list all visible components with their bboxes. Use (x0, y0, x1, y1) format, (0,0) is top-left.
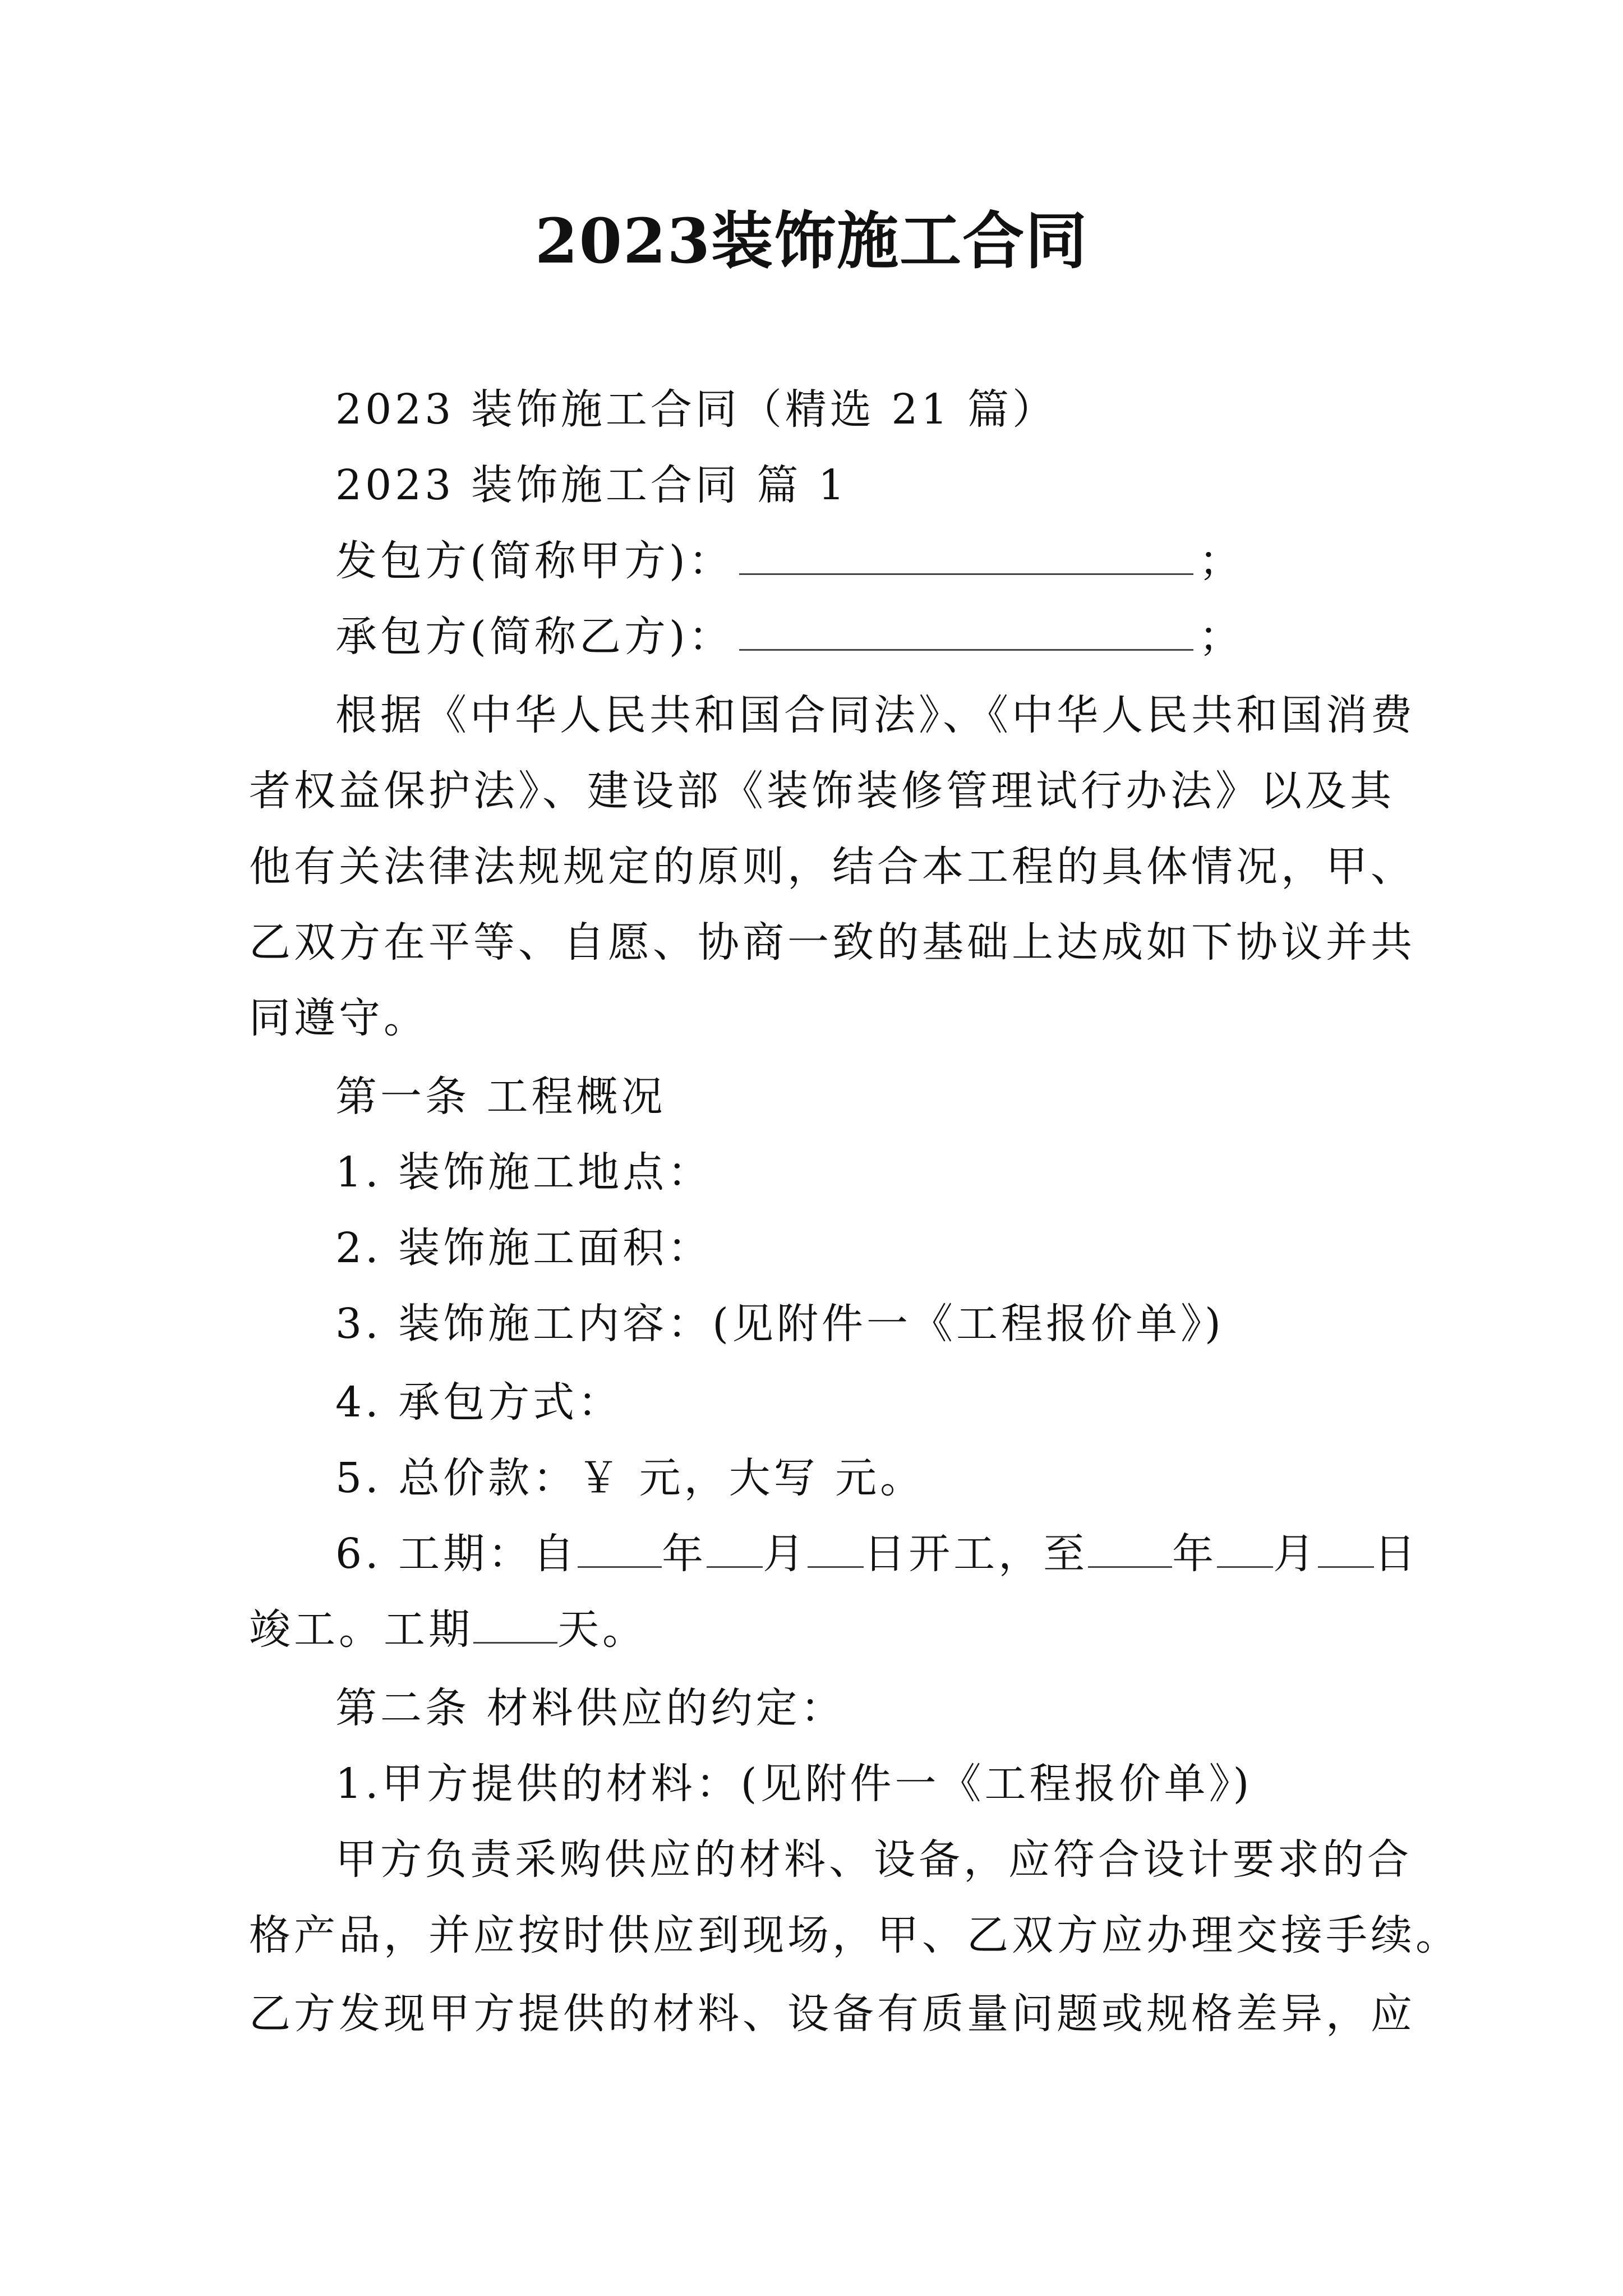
period-day1: 日开工，至 (864, 1530, 1089, 1578)
article2-line: 格产品，并应按时供应到现场，甲、乙双方应办理交接手续。 (249, 1911, 1460, 1959)
article1-item: 1. 装饰施工地点： (335, 1148, 713, 1197)
blank (1217, 1527, 1273, 1568)
article2-line: 甲方负责采购供应的材料、设备，应符合设计要求的合 (335, 1835, 1412, 1884)
period-month1: 月 (763, 1530, 808, 1578)
period-month2: 月 (1273, 1530, 1318, 1578)
blank (1318, 1527, 1374, 1568)
intro-line: 他有关法律法规规定的原则，结合本工程的具体情况，甲、 (249, 843, 1415, 891)
party-a-end: ； (1198, 537, 1244, 585)
article1-item: 4. 承包方式： (335, 1378, 623, 1427)
article1-item: 3. 装饰施工内容：(见附件一《工程报价单》) (335, 1300, 1224, 1348)
party-a-label: 发包方(简称甲方)： (335, 537, 734, 585)
article1-title: 第一条 工程概况 (335, 1073, 666, 1121)
party-a-blank (739, 534, 1193, 575)
period-line-2 (249, 1602, 647, 1658)
document-title: 2023装饰施工合同 (534, 205, 1089, 277)
period-line2-end: 天。 (557, 1605, 647, 1654)
party-b-line (335, 609, 1244, 665)
blank (578, 1527, 662, 1568)
blank (1088, 1527, 1172, 1568)
intro-line: 同遵守。 (249, 994, 428, 1042)
period-year2: 年 (1172, 1530, 1218, 1578)
blank (707, 1527, 763, 1568)
party-b-end: ； (1198, 613, 1244, 661)
party-b-blank (739, 610, 1193, 651)
blank (808, 1527, 864, 1568)
party-b-label: 承包方(简称乙方)： (335, 613, 734, 661)
intro-line: 根据《中华人民共和国合同法》、《中华人民共和国消费 (335, 691, 1415, 739)
blank (473, 1603, 557, 1644)
period-day2: 日 (1374, 1530, 1419, 1578)
document-subtitle: 2023 装饰施工合同（精选 21 篇） (335, 385, 1058, 434)
intro-line: 乙双方在平等、自愿、协商一致的基础上达成如下协议并共 (249, 918, 1415, 967)
article1-item: 5. 总价款：￥ 元，大写 元。 (335, 1454, 925, 1502)
article1-item: 2. 装饰施工面积： (335, 1224, 713, 1272)
party-a-line (335, 533, 1244, 589)
period-year1: 年 (662, 1530, 707, 1578)
period-line2-start: 竣工。工期 (249, 1605, 473, 1654)
period-line (335, 1526, 1419, 1582)
article2-line: 乙方发现甲方提供的材料、设备有质量问题或规格差异，应 (249, 1990, 1415, 2038)
article2-title: 第二条 材料供应的约定： (335, 1684, 846, 1732)
section-title: 2023 装饰施工合同 篇 1 (335, 461, 848, 509)
period-label: 6. 工期：自 (335, 1530, 578, 1578)
article2-item: 1.甲方提供的材料：(见附件一《工程报价单》) (335, 1760, 1253, 1808)
intro-line: 者权益保护法》、建设部《装饰装修管理试行办法》以及其 (249, 767, 1395, 815)
